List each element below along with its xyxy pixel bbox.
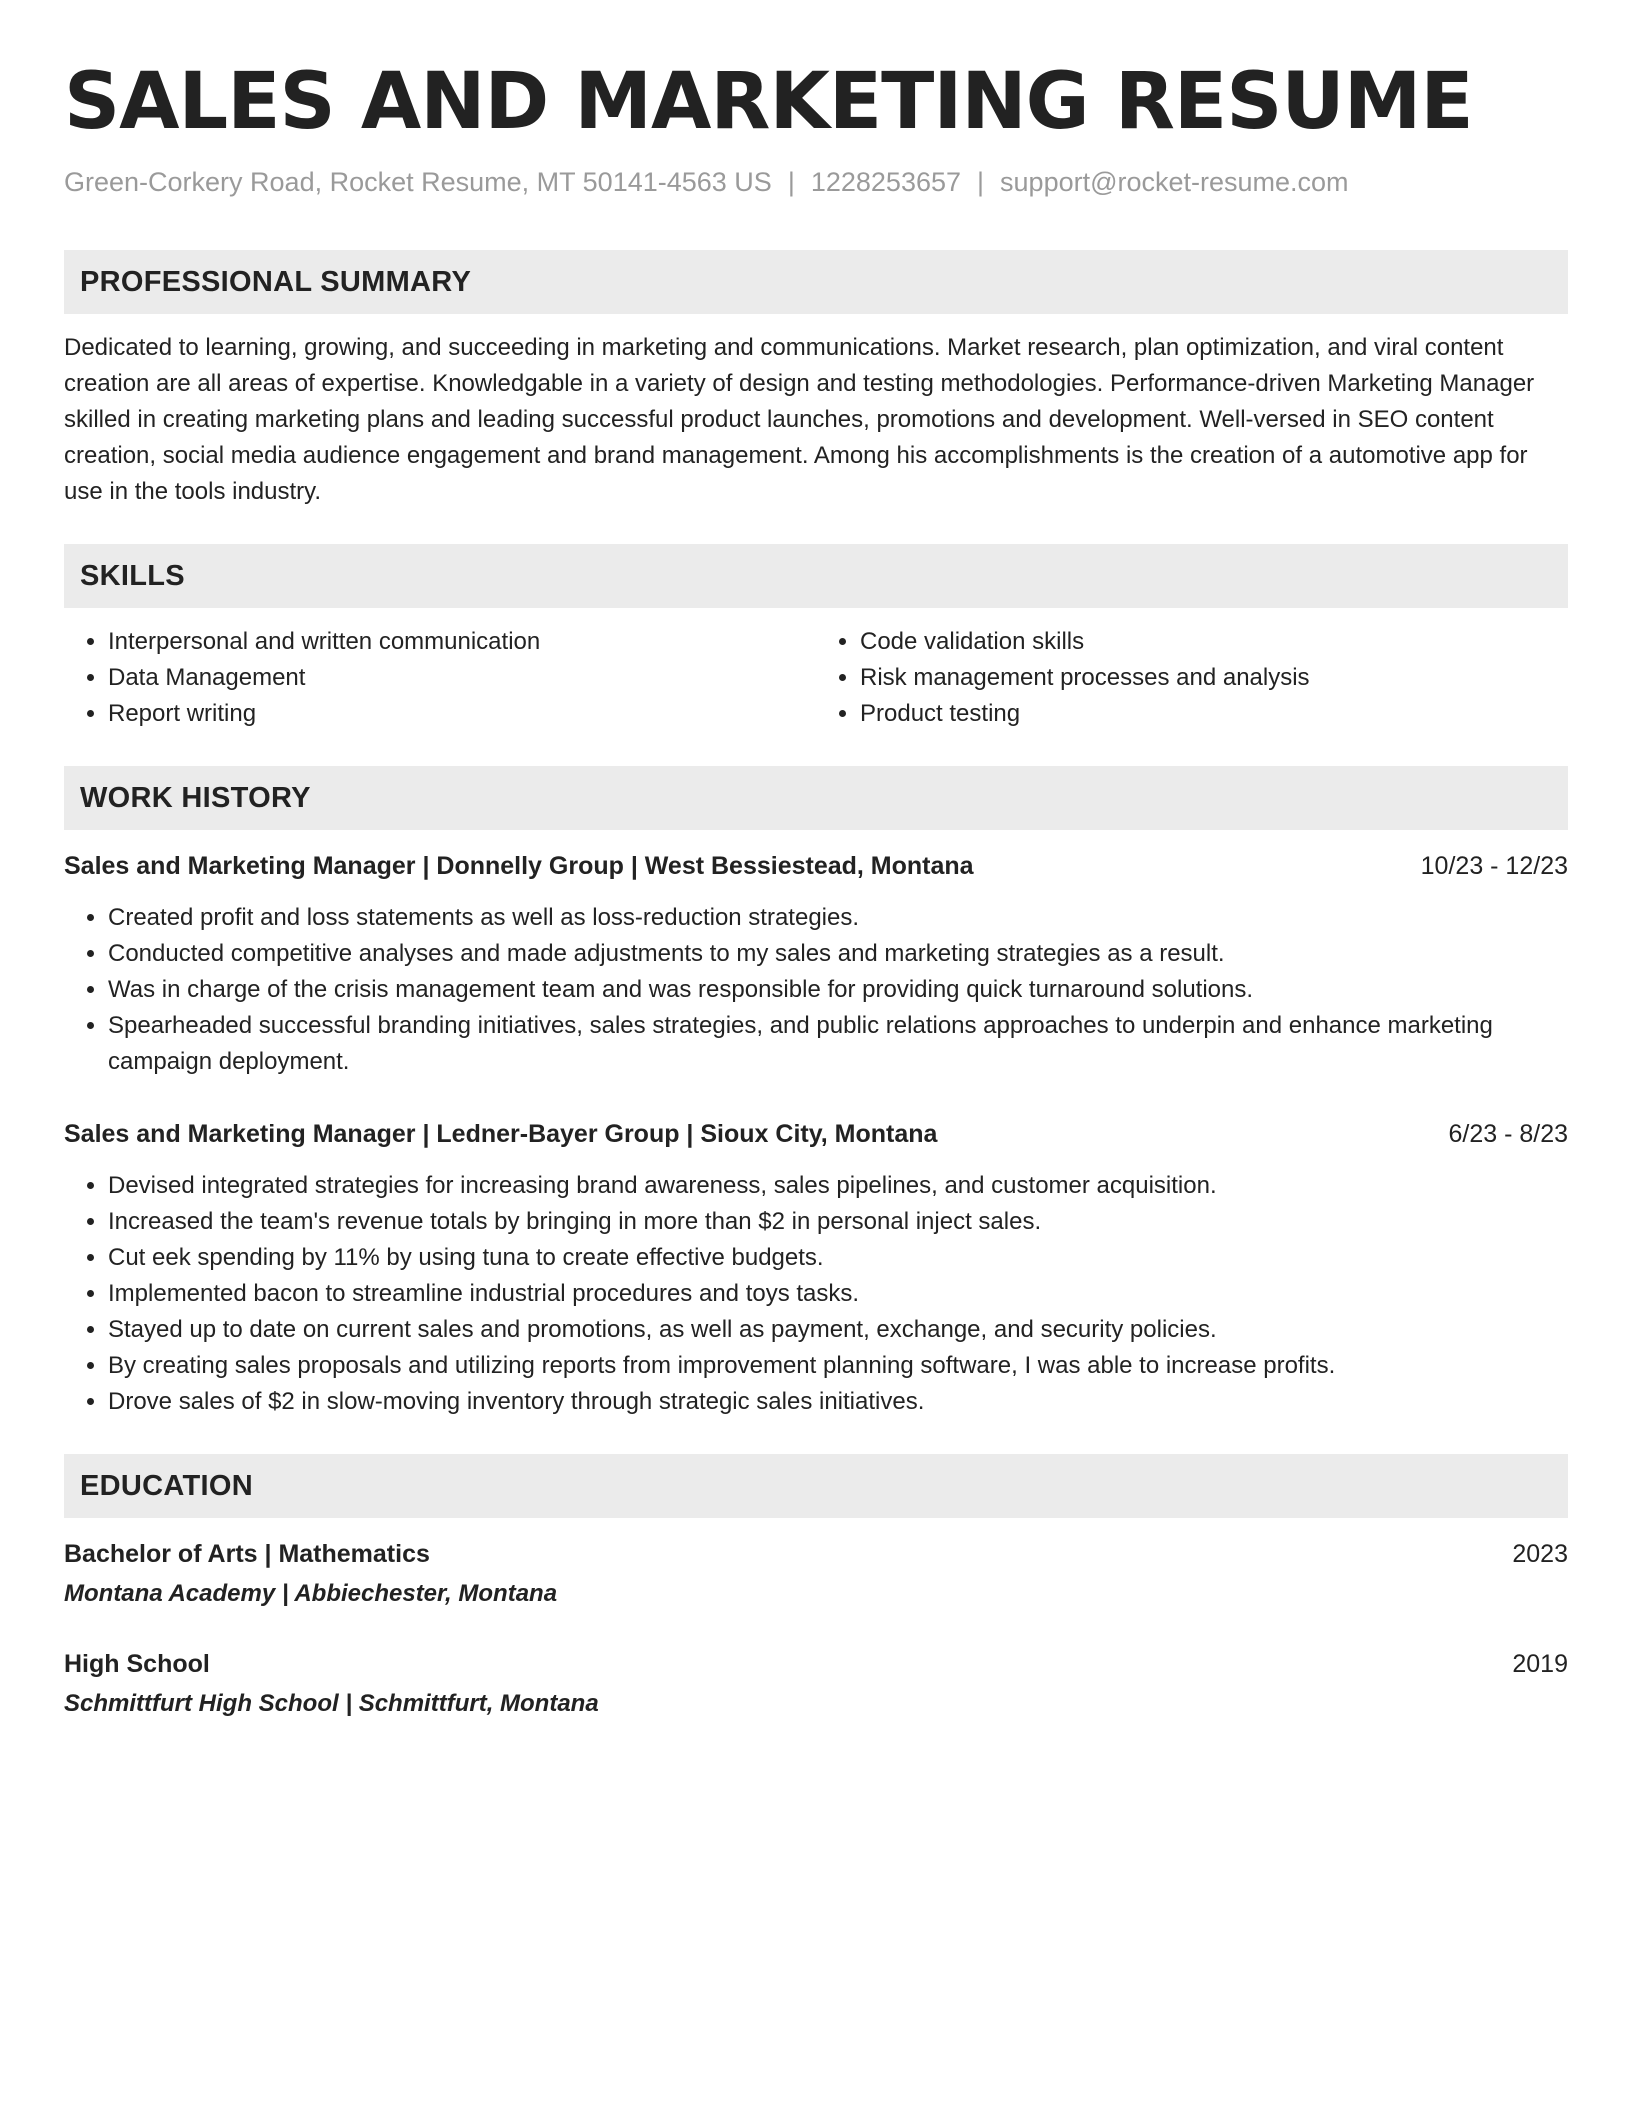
job-bullet: • Drove sales of $2 in slow-moving inventory through strategic sales initiatives. xyxy=(108,1384,1568,1420)
phone: 1228253657 xyxy=(810,167,962,197)
job-bullet: • Implemented bacon to streamline industrial procedures and toys tasks. xyxy=(108,1276,1568,1312)
section-heading-skills: SKILLS xyxy=(64,544,1568,608)
contact-separator: | xyxy=(977,167,985,197)
job-entry xyxy=(64,1116,1568,1420)
skill-item: • Code validation skills xyxy=(860,624,1568,660)
skills-column-right xyxy=(816,624,1568,732)
job-dates: 10/23 - 12/23 xyxy=(1420,852,1568,880)
degree: High School xyxy=(64,1650,210,1678)
graduation-year: 2023 xyxy=(1512,1540,1568,1568)
skills-list xyxy=(64,624,1568,732)
contact-line xyxy=(64,164,1568,200)
job-dates: 6/23 - 8/23 xyxy=(1448,1120,1568,1148)
job-bullet: • Was in charge of the crisis management team and was responsible for providing quick turnaround solutions. xyxy=(108,972,1568,1008)
job-bullets xyxy=(64,1168,1568,1420)
job-header xyxy=(64,848,1568,884)
job-bullet: • Cut eek spending by 11% by using tuna to create effective budgets. xyxy=(108,1240,1568,1276)
skill-item: • Report writing xyxy=(108,696,816,732)
education-entry xyxy=(64,1646,1568,1722)
job-bullet: • Increased the team's revenue totals by bringing in more than $2 in personal inject sales. xyxy=(108,1204,1568,1240)
skill-item: • Product testing xyxy=(860,696,1568,732)
job-bullet: • Devised integrated strategies for increasing brand awareness, sales pipelines, and customer acquisition. xyxy=(108,1168,1568,1204)
education-header xyxy=(64,1646,1568,1682)
job-bullet: • Created profit and loss statements as well as loss-reduction strategies. xyxy=(108,900,1568,936)
job-entry xyxy=(64,848,1568,1080)
job-bullet: • Conducted competitive analyses and made adjustments to my sales and marketing strategies as a result. xyxy=(108,936,1568,972)
job-header xyxy=(64,1116,1568,1152)
skill-item: • Interpersonal and written communication xyxy=(108,624,816,660)
section-heading-work: WORK HISTORY xyxy=(64,766,1568,830)
school-name: Schmittfurt High School | Schmittfurt, Montana xyxy=(64,1690,599,1717)
degree: Bachelor of Arts | Mathematics xyxy=(64,1540,430,1568)
skills-column-left xyxy=(64,624,816,732)
job-bullets xyxy=(64,900,1568,1080)
job-bullet: • Stayed up to date on current sales and promotions, as well as payment, exchange, and security policies. xyxy=(108,1312,1568,1348)
email: support@rocket-resume.com xyxy=(1000,167,1349,197)
education-entry xyxy=(64,1536,1568,1612)
job-bullet: • By creating sales proposals and utilizing reports from improvement planning software, I was able to increase profits. xyxy=(108,1348,1568,1384)
graduation-year: 2019 xyxy=(1512,1650,1568,1678)
resume-title: SALES AND MARKETING RESUME xyxy=(64,57,1473,147)
address: Green-Corkery Road, Rocket Resume, MT 50141-4563 US xyxy=(64,167,772,197)
contact-separator: | xyxy=(787,167,795,197)
job-bullet: • Spearheaded successful branding initiatives, sales strategies, and public relations approaches to underpin and enhance marketing campaign deployment. xyxy=(108,1008,1568,1080)
school-name: Montana Academy | Abbiechester, Montana xyxy=(64,1580,558,1607)
job-title: Sales and Marketing Manager | Ledner-Bayer Group | Sioux City, Montana xyxy=(64,1120,938,1148)
skill-item: • Risk management processes and analysis xyxy=(860,660,1568,696)
job-title: Sales and Marketing Manager | Donnelly Group | West Bessiestead, Montana xyxy=(64,852,974,880)
summary-text: Dedicated to learning, growing, and succeeding in marketing and communications. Market research, plan optimization, and viral content creation are all areas of expertise. Knowledgable in a variety of design and testing methodologies. Performance-driven Marketing Manager skilled in creating marketing plans and leading successful product launches, promotions and development. Well-versed in SEO content creation, social media audience engagement and brand management. Among his accomplishments is the creation of a automotive app for use in the tools industry. xyxy=(64,334,1535,505)
section-heading-summary: PROFESSIONAL SUMMARY xyxy=(64,250,1568,314)
skill-item: • Data Management xyxy=(108,660,816,696)
education-header xyxy=(64,1536,1568,1572)
section-heading-education: EDUCATION xyxy=(64,1454,1568,1518)
